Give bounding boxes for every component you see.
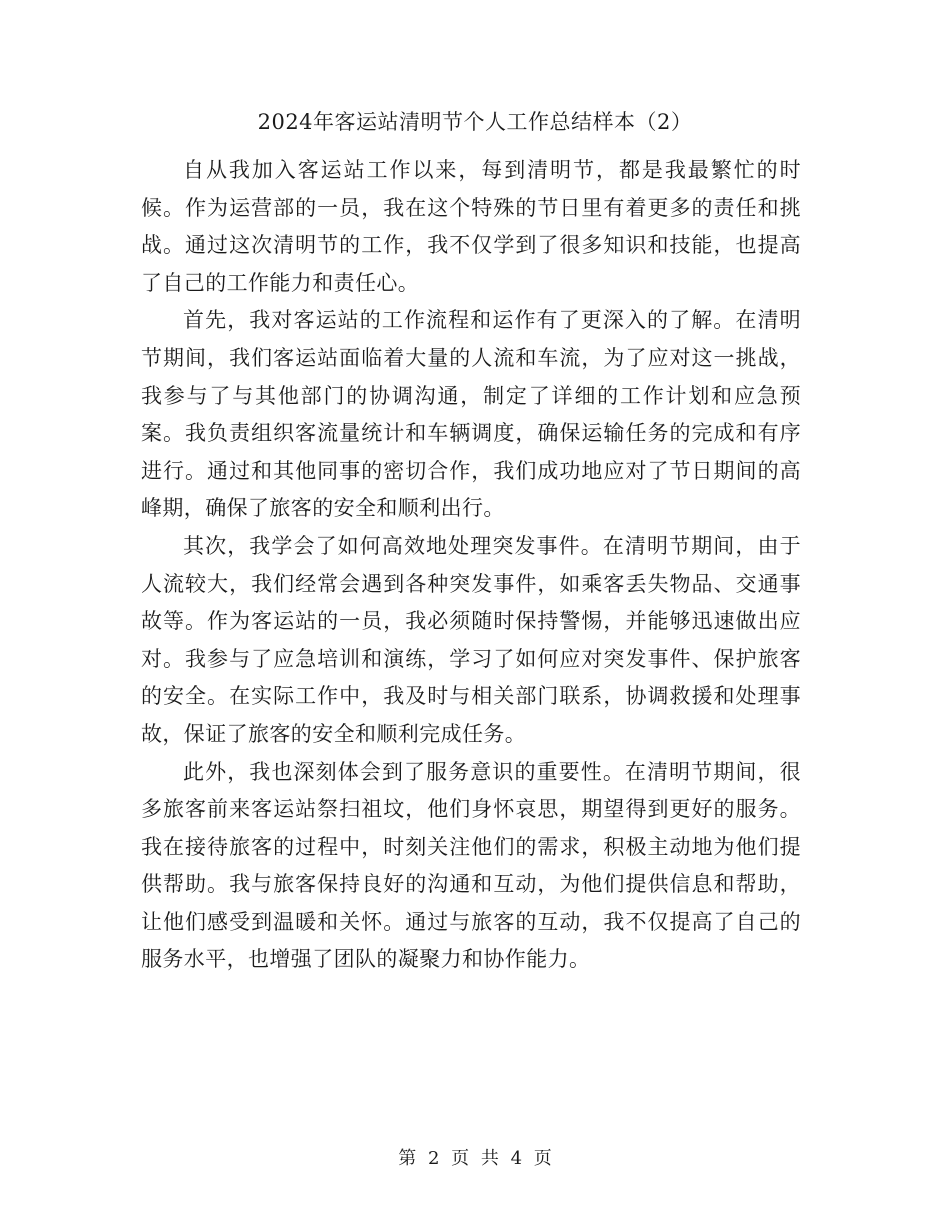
document-body — [141, 152, 801, 979]
paragraph-second: 其次，我学会了如何高效地处理突发事件。在清明节期间，由于人流较大，我们经常会遇到各种突发事件，如乘客丢失物品、交通事故等。作为客运站的一员，我必须随时保持警惕，并能够迅速做出应对。我参与了应急培训和演练，学习了如何应对突发事件、保护旅客的安全。在实际工作中，我及时与相关部门联系，协调救援和处理事故，保证了旅客的安全和顺利完成任务。 — [141, 533, 801, 746]
paragraph-third: 此外，我也深刻体会到了服务意识的重要性。在清明节期间，很多旅客前来客运站祭扫祖坟，他们身怀哀思，期望得到更好的服务。我在接待旅客的过程中，时刻关注他们的需求，积极主动地为他们提供帮助。我与旅客保持良好的沟通和互动，为他们提供信息和帮助，让他们感受到温暖和关怀。通过与旅客的互动，我不仅提高了自己的服务水平，也增强了团队的凝聚力和协作能力。 — [141, 759, 801, 972]
paragraph-intro: 自从我加入客运站工作以来，每到清明节，都是我最繁忙的时候。作为运营部的一员，我在这个特殊的节日里有着更多的责任和挑战。通过这次清明节的工作，我不仅学到了很多知识和技能，也提高了自己的工作能力和责任心。 — [141, 158, 801, 295]
page-number-footer: 第 2 页 共 4 页 — [398, 1148, 552, 1169]
document-title: 2024年客运站清明节个人工作总结样本（2） — [257, 110, 693, 134]
paragraph-first: 首先，我对客运站的工作流程和运作有了更深入的了解。在清明节期间，我们客运站面临着大量的人流和车流，为了应对这一挑战，我参与了与其他部门的协调沟通，制定了详细的工作计划和应急预案。我负责组织客流量统计和车辆调度，确保运输任务的完成和有序进行。通过和其他同事的密切合作，我们成功地应对了节日期间的高峰期，确保了旅客的安全和顺利出行。 — [141, 308, 801, 521]
